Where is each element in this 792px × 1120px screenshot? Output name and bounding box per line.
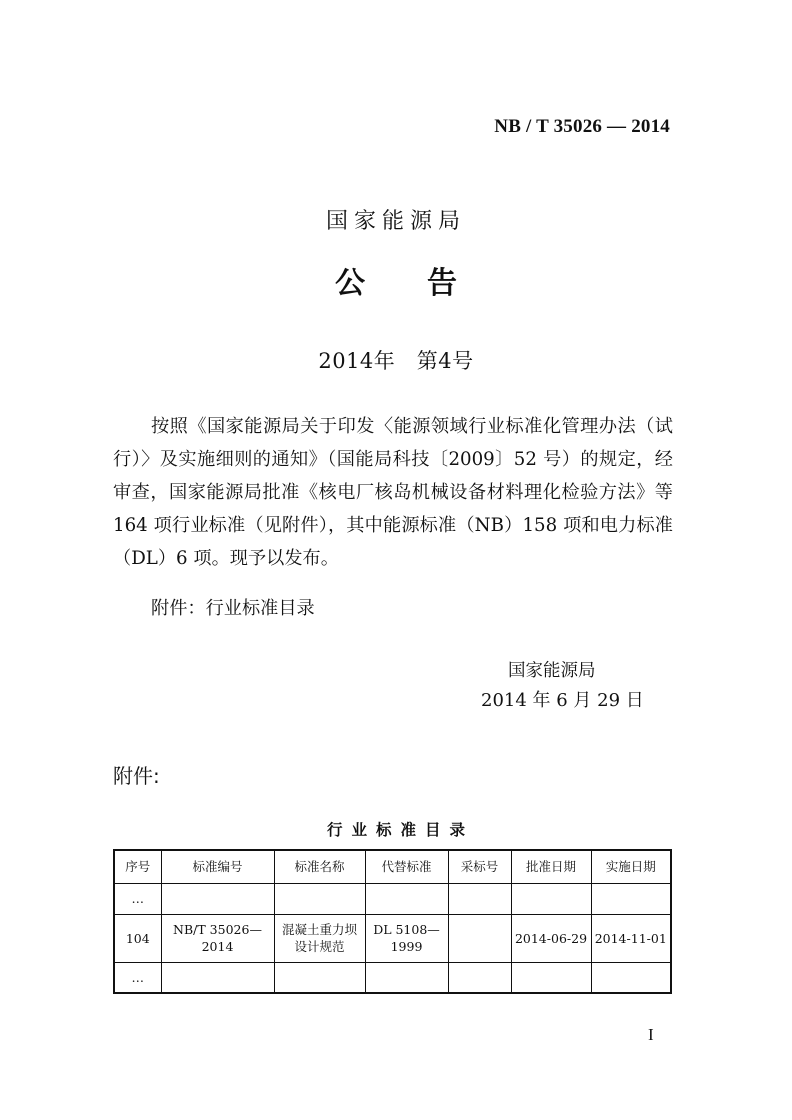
column-header-number: 标准编号	[161, 850, 274, 883]
table-title: 行业标准目录	[326, 821, 474, 839]
cell-seq: …	[114, 962, 161, 993]
cell-name: 混凝土重力坝设计规范	[274, 914, 365, 962]
agency-title: 国家能源局	[325, 209, 466, 234]
issue-number: 2014年 第4号	[318, 349, 474, 373]
cell-replaces: DL 5108—1999	[365, 914, 448, 962]
column-header-seq: 序号	[114, 850, 161, 883]
attachment-reference: 附件：行业标准目录	[151, 598, 315, 619]
standards-table	[113, 849, 672, 994]
cell-name	[274, 883, 365, 914]
cell-seq: 104	[114, 914, 161, 962]
cell-number	[161, 962, 274, 993]
table-header-row	[114, 850, 671, 883]
attachment-label: 附件:	[113, 764, 160, 788]
cell-adopted	[448, 883, 511, 914]
cell-approved	[511, 962, 591, 993]
table-row	[114, 914, 671, 962]
cell-replaces	[365, 962, 448, 993]
cell-number	[161, 883, 274, 914]
cell-replaces	[365, 883, 448, 914]
column-header-adopted: 采标号	[448, 850, 511, 883]
notice-title: 公告	[335, 266, 519, 301]
cell-number: NB/T 35026—2014	[161, 914, 274, 962]
cell-effective: 2014-11-01	[591, 914, 671, 962]
table-row	[114, 962, 671, 993]
cell-effective	[591, 883, 671, 914]
column-header-approved: 批准日期	[511, 850, 591, 883]
cell-adopted	[448, 914, 511, 962]
column-header-replaces: 代替标准	[365, 850, 448, 883]
page-number: I	[648, 1025, 654, 1044]
cell-name	[274, 962, 365, 993]
column-header-effective: 实施日期	[591, 850, 671, 883]
cell-seq: …	[114, 883, 161, 914]
signature-date: 2014 年 6 月 29 日	[481, 690, 644, 711]
cell-approved	[511, 883, 591, 914]
cell-adopted	[448, 962, 511, 993]
column-header-name: 标准名称	[274, 850, 365, 883]
cell-approved: 2014-06-29	[511, 914, 591, 962]
table-row	[114, 883, 671, 914]
signature-agency: 国家能源局	[508, 661, 596, 681]
notice-body: 按照《国家能源局关于印发〈能源领域行业标准化管理办法（试行）〉及实施细则的通知》（国能局科技〔2009〕52 号）的规定，经审查，国家能源局批准《核电厂核岛机械设备材料理化检验方法》等 164 项行业标准（见附件），其中能源标准（NB）158 项和电力标准（DL）6 项。现予以发布。	[113, 416, 673, 569]
standard-number: NB / T 35026 — 2014	[494, 116, 670, 137]
cell-effective	[591, 962, 671, 993]
